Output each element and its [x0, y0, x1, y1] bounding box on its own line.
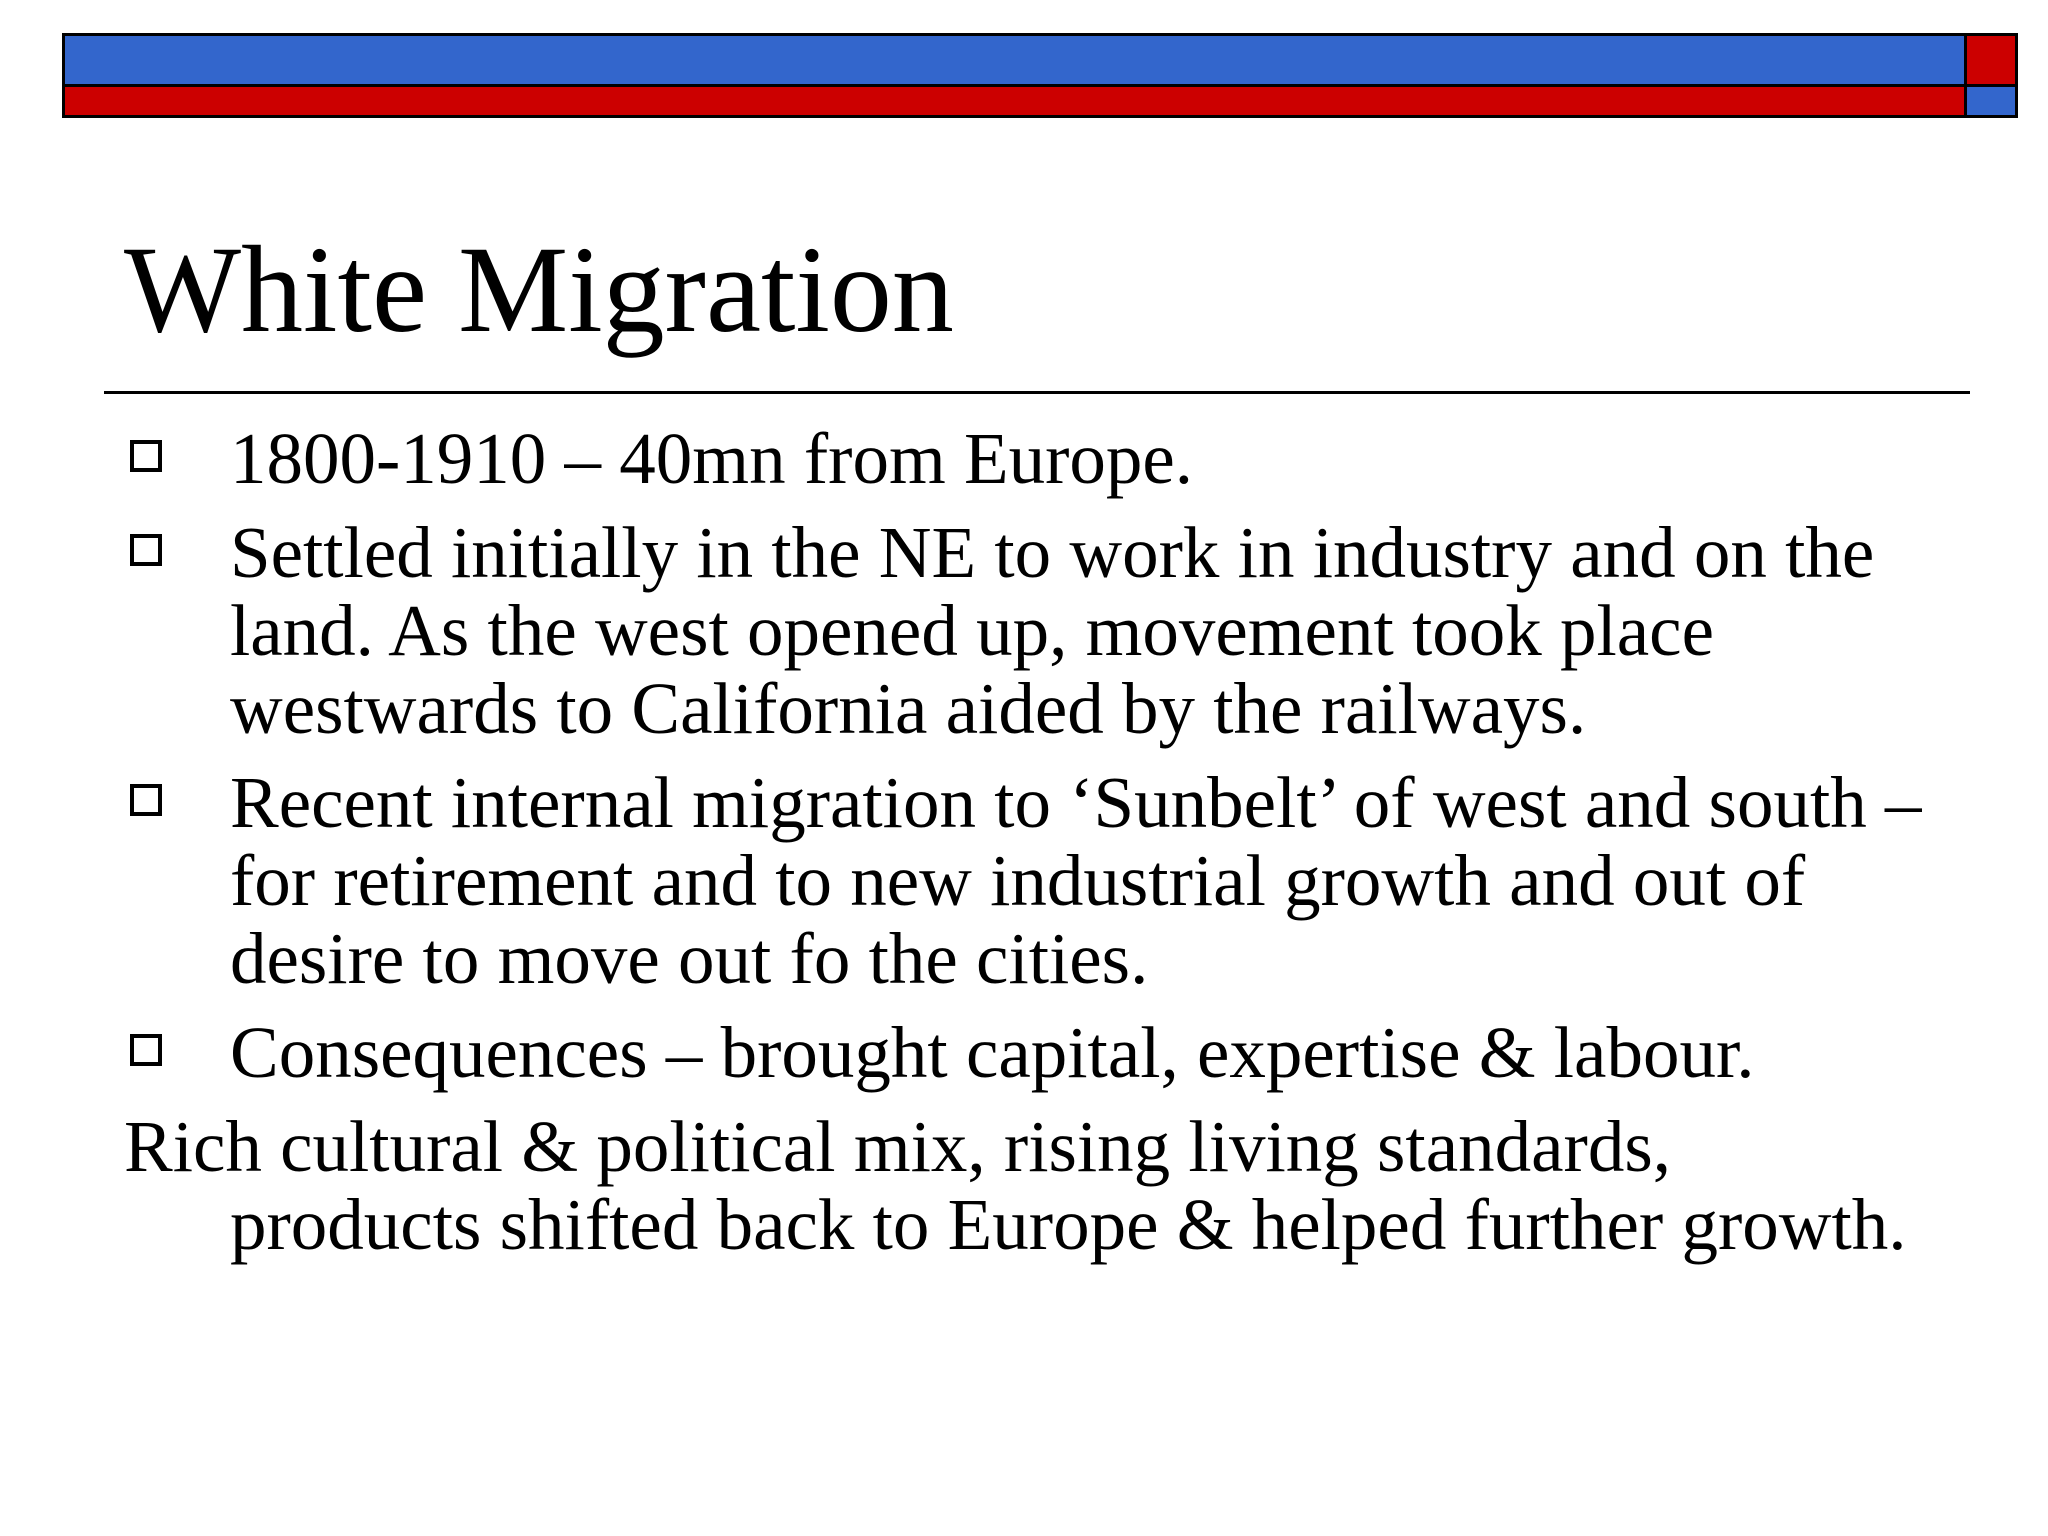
hollow-square-icon	[130, 784, 162, 816]
continuation-item	[124, 1108, 1924, 1264]
bullet-text: Consequences – brought capital, expertise & labour.	[230, 1012, 1755, 1093]
bullet-item	[124, 764, 1924, 998]
hollow-square-icon	[130, 1034, 162, 1066]
slide-title: White Migration	[124, 221, 954, 358]
hollow-square-icon	[130, 440, 162, 472]
bullet-item	[124, 514, 1924, 748]
bullet-text: Recent internal migration to ‘Sunbelt’ of west and south – for retirement and to new industrial growth and out of desire to move out fo the cities.	[230, 762, 1922, 999]
header-corner-square-blue	[1964, 84, 2018, 118]
header-corner-square-red	[1964, 33, 2018, 87]
title-divider	[104, 391, 1970, 394]
bullet-item	[124, 420, 1924, 498]
hollow-square-icon	[130, 534, 162, 566]
bullet-list	[124, 420, 1924, 1264]
bullet-text: Settled initially in the NE to work in industry and on the land. As the west opened up, movement took place westwards to California aided by the railways.	[230, 512, 1875, 749]
continuation-text: Rich cultural & political mix, rising living standards, products shifted back to Europe & helped further growth.	[124, 1106, 1907, 1265]
bullet-item	[124, 1014, 1924, 1092]
header-bar-blue	[62, 33, 1967, 87]
bullet-text: 1800-1910 – 40mn from Europe.	[230, 418, 1194, 499]
header-bar-red	[62, 84, 1967, 118]
